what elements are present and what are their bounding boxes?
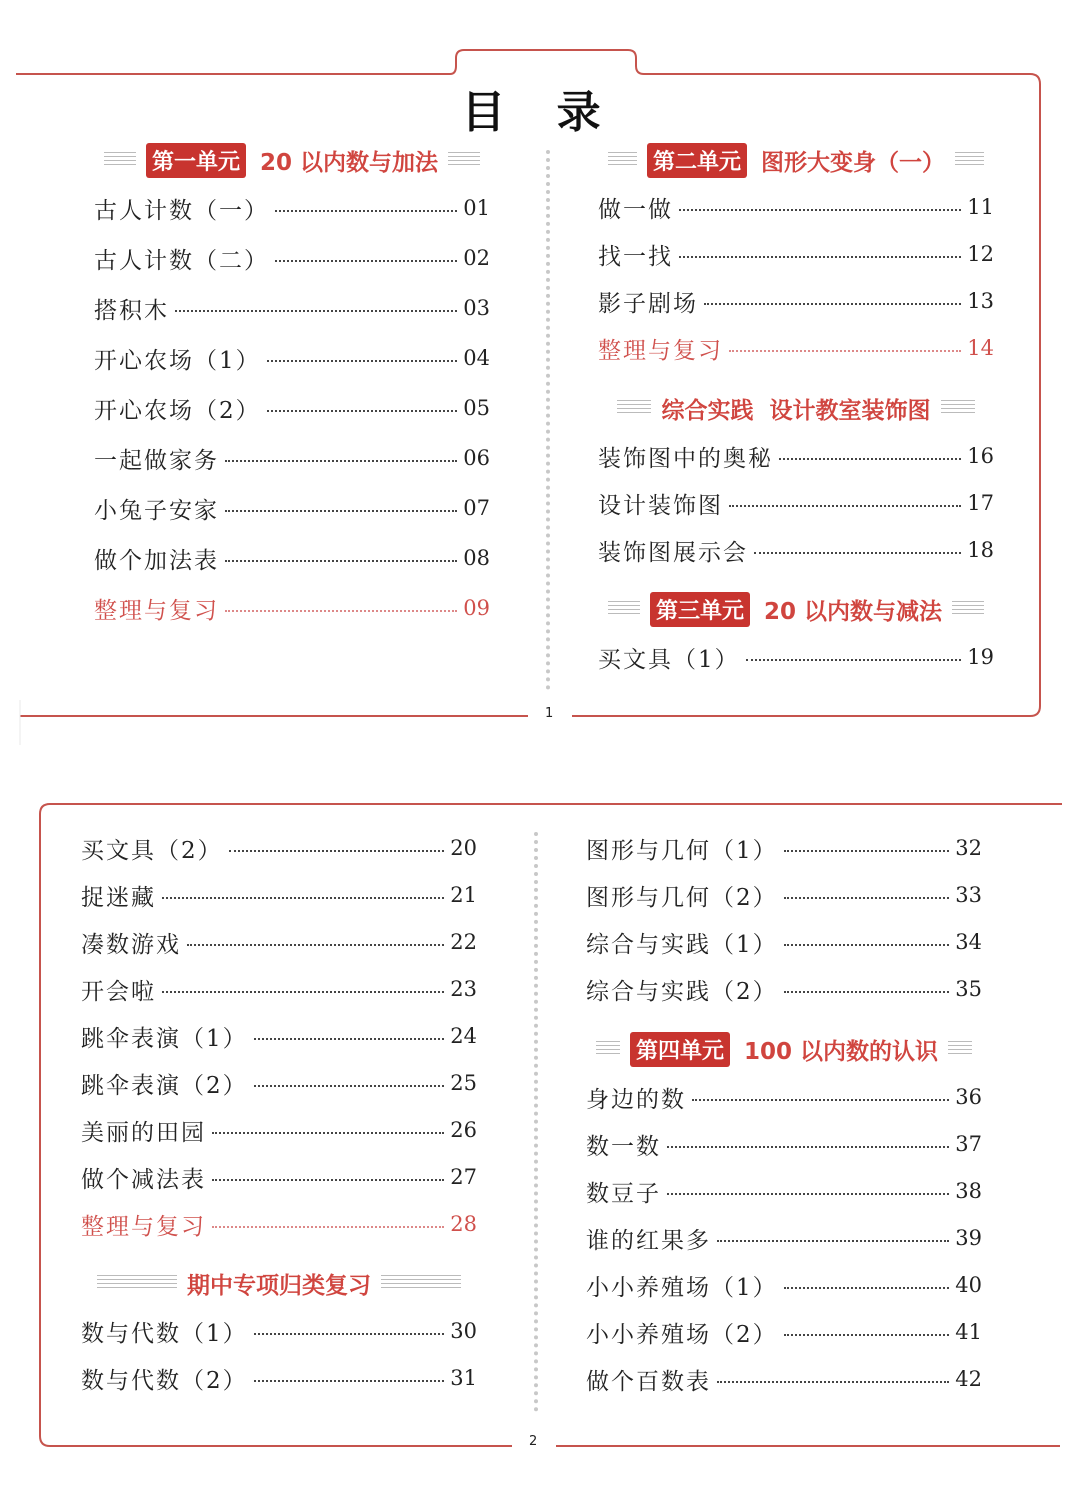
leader-dots — [229, 850, 445, 852]
midterm-heading — [81, 1265, 477, 1301]
leader-dots — [254, 1038, 445, 1040]
toc-entry[interactable] — [81, 973, 477, 1005]
toc-entry[interactable] — [586, 1222, 982, 1254]
leader-dots — [784, 1287, 950, 1289]
entry-page: 25 — [450, 1071, 477, 1095]
entry-page: 11 — [967, 195, 994, 219]
leader-dots — [212, 1226, 444, 1228]
leader-dots — [162, 897, 444, 899]
entry-page: 06 — [463, 446, 490, 470]
toc-entry[interactable] — [586, 832, 982, 864]
entry-page: 16 — [967, 444, 994, 468]
entry-page: 18 — [967, 538, 994, 562]
entry-label: 身边的数 — [586, 1086, 686, 1113]
page2-left-column — [81, 0, 477, 1440]
page2-number: 2 — [529, 1434, 538, 1449]
toc-entry[interactable] — [81, 926, 477, 958]
entry-page: 40 — [955, 1273, 982, 1297]
entry-page: 39 — [955, 1226, 982, 1250]
entry-label: 图形与几何（2） — [586, 884, 778, 911]
toc-entry[interactable] — [586, 1363, 982, 1395]
toc-entry[interactable] — [81, 1114, 477, 1146]
heading-deco-left — [596, 1041, 620, 1057]
entry-label: 数豆子 — [586, 1180, 661, 1207]
entry-page: 23 — [450, 977, 477, 1001]
unit-title: 20 以内数与加法 — [260, 149, 439, 176]
leader-dots — [692, 1099, 949, 1101]
page2-right-column — [586, 0, 982, 1440]
entry-label: 搭积木 — [94, 297, 169, 324]
entry-label: 装饰图中的奥秘 — [598, 445, 773, 472]
heading-deco-right — [381, 1275, 461, 1291]
toc-entry[interactable] — [586, 926, 982, 958]
practice-title: 综合实践 设计教室装饰图 — [661, 397, 931, 424]
leader-dots — [717, 1381, 949, 1383]
unit-title: 20 以内数与减法 — [764, 598, 943, 625]
toc-entry-review[interactable] — [81, 1208, 477, 1240]
leader-dots — [784, 1334, 950, 1336]
entry-label: 整理与复习 — [81, 1213, 206, 1240]
entry-label: 跳伞表演（1） — [81, 1025, 248, 1052]
entry-page: 21 — [450, 883, 477, 907]
leader-dots — [784, 991, 950, 993]
toc-entry[interactable] — [586, 1269, 982, 1301]
heading-deco-right — [948, 1041, 972, 1057]
leader-dots — [784, 850, 950, 852]
entry-label: 小小养殖场（1） — [586, 1274, 778, 1301]
leader-dots — [667, 1146, 949, 1148]
entry-label: 开心农场（1） — [94, 347, 261, 374]
toc-entry[interactable] — [586, 1128, 982, 1160]
entry-page: 22 — [450, 930, 477, 954]
entry-label: 做个减法表 — [81, 1166, 206, 1193]
entry-page: 19 — [967, 645, 994, 669]
entry-label: 综合与实践（2） — [586, 978, 778, 1005]
heading-deco-left — [97, 1275, 177, 1291]
entry-label: 跳伞表演（2） — [81, 1072, 248, 1099]
entry-label: 设计装饰图 — [598, 492, 723, 519]
leader-dots — [162, 991, 444, 993]
unit-badge: 第四单元 — [630, 1032, 730, 1067]
toc-entry[interactable] — [81, 1315, 477, 1347]
entry-page: 17 — [967, 491, 994, 515]
entry-page: 38 — [955, 1179, 982, 1203]
entry-page: 13 — [967, 289, 994, 313]
leader-dots — [667, 1193, 949, 1195]
unit-title: 图形大变身（一） — [761, 149, 945, 176]
entry-page: 33 — [955, 883, 982, 907]
toc-entry[interactable] — [81, 1161, 477, 1193]
unit-badge: 第一单元 — [146, 143, 246, 178]
entry-label: 数与代数（2） — [81, 1367, 248, 1394]
entry-label: 影子剧场 — [598, 290, 698, 317]
entry-label: 凑数游戏 — [81, 931, 181, 958]
toc-entry[interactable] — [81, 832, 477, 864]
leader-dots — [212, 1179, 444, 1181]
entry-label: 小兔子安家 — [94, 497, 219, 524]
entry-page: 28 — [450, 1212, 477, 1236]
entry-page: 01 — [463, 196, 490, 220]
entry-page: 26 — [450, 1118, 477, 1142]
entry-label: 整理与复习 — [94, 597, 219, 624]
entry-label: 美丽的田园 — [81, 1119, 206, 1146]
toc-entry[interactable] — [586, 1316, 982, 1348]
entry-page: 36 — [955, 1085, 982, 1109]
entry-page: 02 — [463, 246, 490, 270]
entry-label: 谁的红果多 — [586, 1227, 711, 1254]
page2-divider — [534, 832, 538, 1412]
unit-badge: 第二单元 — [647, 143, 747, 178]
midterm-title: 期中专项归类复习 — [187, 1272, 371, 1299]
entry-label: 做一做 — [598, 196, 673, 223]
page1-number: 1 — [545, 706, 554, 721]
entry-page: 03 — [463, 296, 490, 320]
entry-label: 做个加法表 — [94, 547, 219, 574]
leader-dots — [784, 944, 950, 946]
toc-entry[interactable] — [586, 1175, 982, 1207]
leader-dots — [212, 1132, 444, 1134]
leader-dots — [254, 1085, 445, 1087]
entry-page: 05 — [463, 396, 490, 420]
entry-label: 整理与复习 — [598, 337, 723, 364]
entry-page: 12 — [967, 242, 994, 266]
entry-label: 图形与几何（1） — [586, 837, 778, 864]
entry-page: 24 — [450, 1024, 477, 1048]
entry-label: 做个百数表 — [586, 1368, 711, 1395]
entry-page: 31 — [450, 1366, 477, 1390]
entry-page: 08 — [463, 546, 490, 570]
entry-label: 捉迷藏 — [81, 884, 156, 911]
unit-title: 100 以内数的认识 — [743, 1038, 939, 1065]
entry-page: 14 — [967, 336, 994, 360]
entry-label: 小小养殖场（2） — [586, 1321, 778, 1348]
entry-page: 41 — [955, 1320, 982, 1344]
entry-label: 一起做家务 — [94, 447, 219, 474]
entry-label: 开会啦 — [81, 978, 156, 1005]
entry-label: 找一找 — [598, 243, 673, 270]
toc-entry[interactable] — [586, 879, 982, 911]
toc-entry[interactable] — [81, 1067, 477, 1099]
toc-entry[interactable] — [586, 1081, 982, 1113]
entry-page: 32 — [955, 836, 982, 860]
entry-page: 27 — [450, 1165, 477, 1189]
leader-dots — [254, 1380, 445, 1382]
entry-page: 09 — [463, 596, 490, 620]
page-title: 目 录 — [461, 87, 619, 138]
entry-label: 古人计数（一） — [94, 197, 269, 224]
entry-page: 04 — [463, 346, 490, 370]
entry-label: 数一数 — [586, 1133, 661, 1160]
entry-page: 42 — [955, 1367, 982, 1391]
entry-label: 买文具（1） — [598, 646, 740, 673]
entry-label: 装饰图展示会 — [598, 539, 748, 566]
entry-page: 07 — [463, 496, 490, 520]
entry-page: 20 — [450, 836, 477, 860]
unit4-heading — [586, 1031, 982, 1067]
leader-dots — [254, 1333, 445, 1335]
toc-entry[interactable] — [586, 973, 982, 1005]
unit-badge: 第三单元 — [650, 592, 750, 627]
entry-page: 35 — [955, 977, 982, 1001]
entry-label: 买文具（2） — [81, 837, 223, 864]
page1-divider — [546, 150, 550, 690]
leader-dots — [784, 897, 950, 899]
toc-entry[interactable] — [81, 1020, 477, 1052]
entry-label: 古人计数（二） — [94, 247, 269, 274]
leader-dots — [717, 1240, 949, 1242]
leader-dots — [187, 944, 444, 946]
entry-label: 数与代数（1） — [81, 1320, 248, 1347]
entry-label: 综合与实践（1） — [586, 931, 778, 958]
toc-entry[interactable] — [81, 879, 477, 911]
entry-page: 34 — [955, 930, 982, 954]
entry-page: 30 — [450, 1319, 477, 1343]
toc-entry[interactable] — [81, 1362, 477, 1394]
entry-page: 37 — [955, 1132, 982, 1156]
entry-label: 开心农场（2） — [94, 397, 261, 424]
